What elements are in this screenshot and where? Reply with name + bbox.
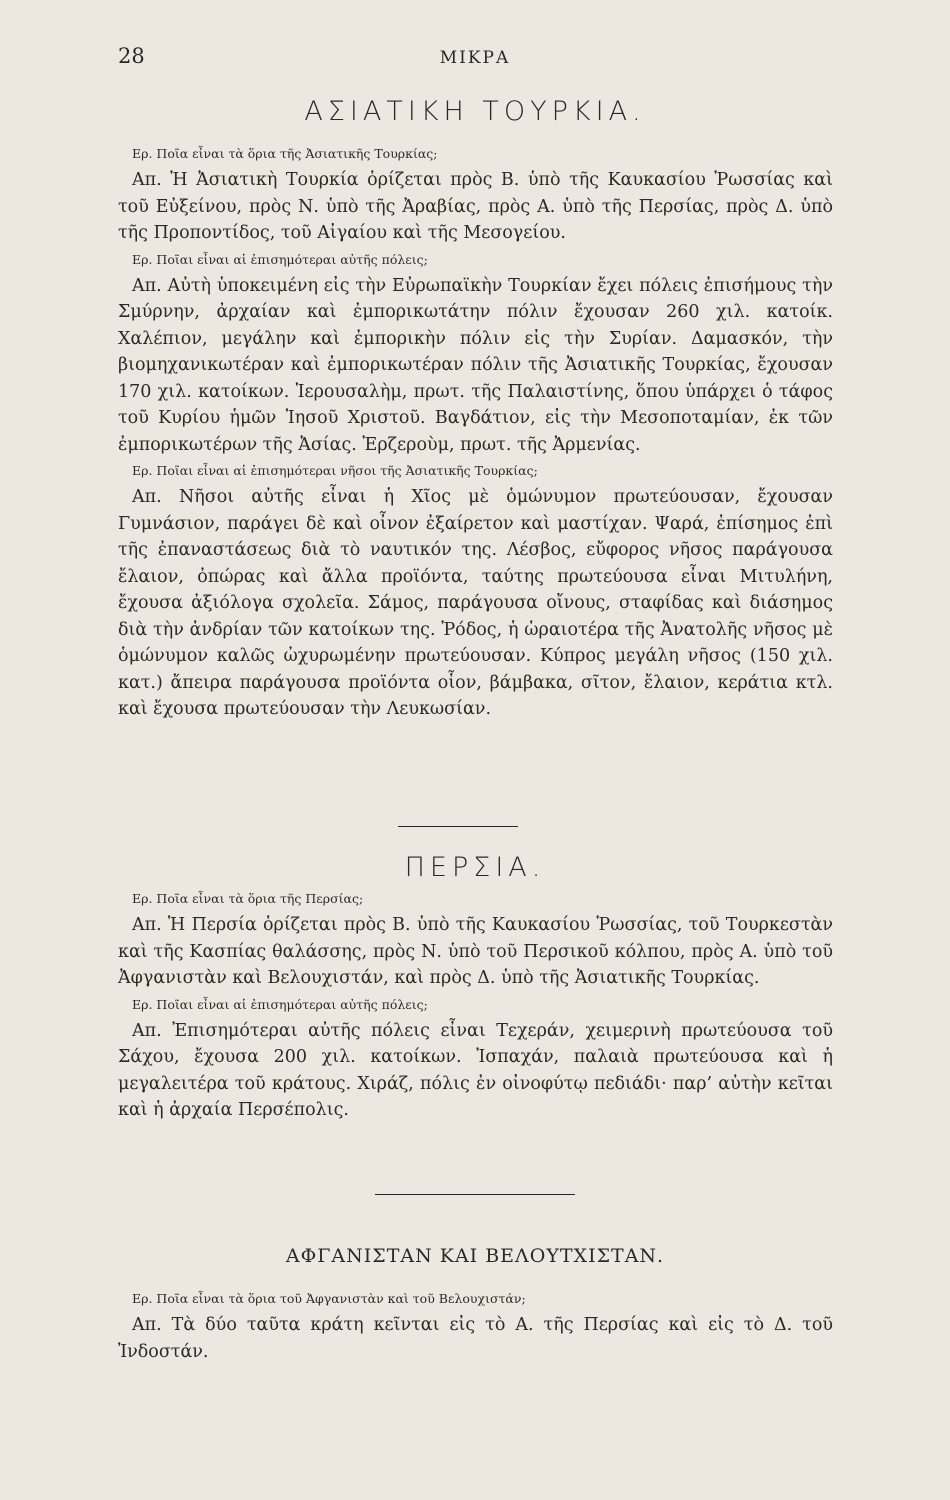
question-paragraph: Ερ. Ποῖα εἶναι τὰ ὅρια τῆς Περσίας; (132, 891, 364, 906)
running-head (118, 44, 832, 74)
question-paragraph: Ερ. Ποῖαι εἶναι αἱ ἐπισημότεραι αὐτῆς πόλεις; (132, 251, 428, 267)
section-title-afghanistan: ΑΦΓΑΝΙΣΤΑΝ ΚΑΙ ΒΕΛΟΥΤΧΙΣΤΑΝ. (285, 1245, 665, 1267)
section-title-persia: ΠΕΡΣΙΑ. (404, 852, 546, 883)
section-title-turkey: ΑΣΙΑΤΙΚΗ ΤΟΥΡΚΙΑ. (304, 96, 646, 127)
answer-paragraph: Απ. Αὐτὴ ὑποκειμένη εἰς τὴν Εὐρωπαϊκὴν Τουρκίαν ἔχει πόλεις ἐπισήμους τὴν Σμύρνην, ἀρχαίαν καὶ ἐμπορικωτάτην πόλιν ἔχουσαν 260 χιλ. κατοίκ. Χαλέπιον, μεγάλην καὶ ἐμπορικὴν πόλιν εἰς τὴν Συρίαν. Δαμασκόν, τὴν βιομηχανικωτέραν καὶ ἐμπορικωτέραν πόλιν τῆς Ἀσιατικῆς Τουρκίας, ἔχουσαν 170 χιλ. κατοίκων. Ἱερουσαλὴμ, πρωτ. τῆς Παλαιστίνης, ὅπου ὑπάρχει ὁ τάφος τοῦ Κυρίου ἡμῶν Ἰησοῦ Χριστοῦ. Βαγδάτιον, εἰς τὴν Μεσοποταμίαν, ἐκ τῶν ἐμπορικωτέρων τῆς Ἀσίας. Ἐρζεροὺμ, πρωτ. τῆς Ἀρμενίας. (118, 275, 833, 455)
section-body-turkey (118, 143, 833, 725)
section-divider-rule (398, 826, 518, 827)
section-divider-rule (375, 1194, 575, 1195)
question-paragraph: Ερ. Ποῖαι εἶναι αἱ ἐπισημότεραι αὐτῆς πόλεις; (132, 996, 428, 1012)
answer-paragraph: Απ. Ἐπισημότεραι αὐτῆς πόλεις εἶναι Τεχεράν, χειμερινὴ πρωτεύουσα τοῦ Σάχου, ἔχουσα 200 χιλ. κατοίκων. Ἰσπαχάν, παλαιὰ πρωτεύουσα καὶ ἡ μεγαλειτέρα τοῦ κράτους. Χιράζ, πόλις ἐν οἰνοφύτῳ πεδιάδι· παρ’ αὐτὴν κεῖται καὶ ἡ ἀρχαία Περσέπολις. (118, 1020, 833, 1120)
section-body-persia (118, 888, 833, 1126)
question-paragraph: Ερ. Ποῖαι εἶναι αἱ ἐπισημότεραι νῆσοι τῆς Ἀσιατικῆς Τουρκίας; (132, 463, 538, 478)
question-paragraph: Ερ. Ποῖα εἶναι τὰ ὅρια τοῦ Ἀφγανιστὰν καὶ τοῦ Βελουχιστάν; (132, 1291, 526, 1306)
question-paragraph: Ερ. Ποῖα εἶναι τὰ ὅρια τῆς Ἀσιατικῆς Τουρκίας; (132, 146, 438, 161)
page-number: 28 (118, 44, 145, 68)
answer-paragraph: Απ. Ἡ Περσία ὁρίζεται πρὸς Β. ὑπὸ τῆς Καυκασίου Ῥωσσίας, τοῦ Τουρκεστὰν καὶ τῆς Κασπίας θαλάσσης, πρὸς Ν. ὑπὸ τοῦ Περσικοῦ κόλπου, πρὸς Α. ὑπὸ τοῦ Ἀφγανιστὰν καὶ Βελουχιστάν, καὶ πρὸς Δ. ὑπὸ τῆς Ἀσιατικῆς Τουρκίας. (118, 915, 833, 988)
answer-paragraph: Απ. Τὰ δύο ταῦτα κράτη κεῖνται εἰς τὸ Α. τῆς Περσίας καὶ εἰς τὸ Δ. τοῦ Ἰνδοστάν. (118, 1315, 833, 1362)
running-title: ΜΙΚΡΑ (439, 48, 511, 68)
answer-paragraph: Απ. Ἡ Ἀσιατικὴ Τουρκία ὁρίζεται πρὸς Β. ὑπὸ τῆς Καυκασίου Ῥωσσίας καὶ τοῦ Εὐξείνου, πρὸς Ν. ὑπὸ τῆς Ἀραβίας, πρὸς Α. ὑπὸ τῆς Περσίας, πρὸς Δ. ὑπὸ τῆς Προποντίδος, τοῦ Αἰγαίου καὶ τῆς Μεσογείου. (118, 170, 833, 243)
answer-paragraph: Απ. Νῆσοι αὐτῆς εἶναι ἡ Χῖος μὲ ὁμώνυμον πρωτεύουσαν, ἔχουσαν Γυμνάσιον, παράγει δὲ καὶ οἶνον ἐξαίρετον καὶ μαστίχαν. Ψαρά, ἐπίσημος ἐπὶ τῆς ἐπαναστάσεως διὰ τὸ ναυτικόν της. Λέσβος, εὔφορος νῆσος παράγουσα ἔλαιον, ὀπώρας καὶ ἄλλα προϊόντα, ταύτης πρωτεύουσα εἶναι Μιτυλήνη, ἔχουσα ἀξιόλογα σχολεῖα. Σάμος, παράγουσα οἴνους, σταφίδας καὶ διάσημος διὰ τὴν ἀνδρίαν τῶν κατοίκων της. Ῥόδος, ἡ ὡραιοτέρα τῆς Ἀνατολῆς νῆσος μὲ ὁμώνυμον καλῶς ὠχυρωμένην πρωτεύουσαν. Κύπρος μεγάλη νῆσος (150 χιλ. κατ.) ἄπειρα παράγουσα προϊόντα οἷον, βάμβακα, σῖτον, ἔλαιον, κεράτια κτλ. καὶ ἔχουσα πρωτεύουσαν τὴν Λευκωσίαν. (118, 487, 833, 719)
section-body-afghanistan (118, 1288, 833, 1367)
